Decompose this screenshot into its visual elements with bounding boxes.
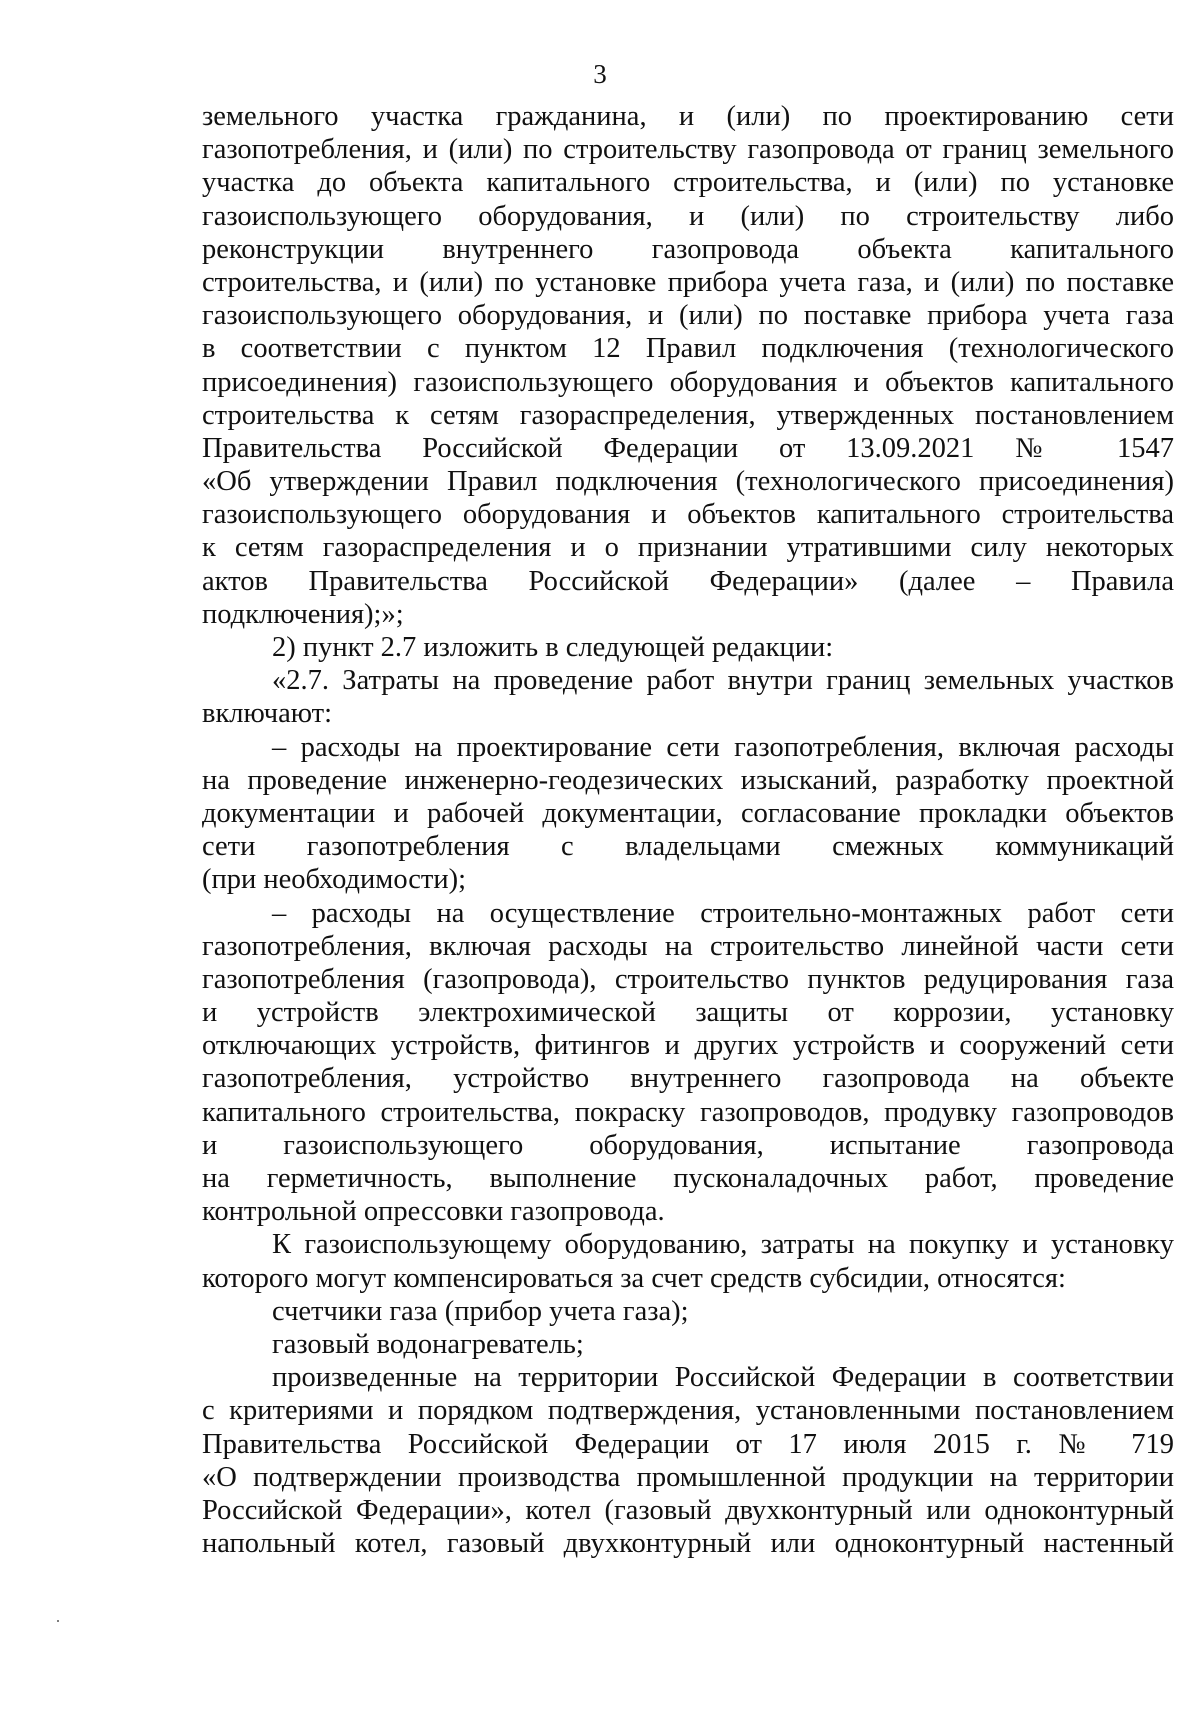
text-line: «Об утверждении Правил подключения (технологического присоединения)	[202, 466, 1174, 498]
text-line: газовый водонагреватель;	[272, 1328, 584, 1360]
text-line: Правительства Российской Федерации от 13.09.2021 № 1547	[202, 432, 1174, 464]
text-line: «2.7. Затраты на проведение работ внутри границ земельных участков	[272, 665, 1174, 697]
text-line: газоиспользующего оборудования, и (или) по поставке прибора учета газа	[202, 300, 1174, 332]
text-line: с критериями и порядком подтверждения, установленными постановлением	[202, 1395, 1174, 1427]
text-line: реконструкции внутреннего газопровода объекта капитального	[202, 233, 1174, 265]
text-line: строительства к сетям газораспределения, утвержденных постановлением	[202, 399, 1174, 431]
text-line: документации и рабочей документации, согласование прокладки объектов	[202, 797, 1174, 829]
text-line: на проведение инженерно-геодезических изысканий, разработку проектной	[202, 764, 1174, 796]
text-line: Российской Федерации», котел (газовый двухконтурный или одноконтурный	[202, 1494, 1174, 1526]
text-line: газоиспользующего оборудования и объектов капитального строительства	[202, 499, 1174, 531]
scan-speck	[57, 1620, 59, 1622]
page-number: 3	[593, 59, 607, 89]
document-body	[202, 100, 1174, 1560]
text-line: газопотребления (газопровода), строительство пунктов редуцирования газа	[202, 963, 1174, 995]
text-line: Правительства Российской Федерации от 17 июля 2015 г. № 719	[202, 1428, 1174, 1460]
text-line: – расходы на осуществление строительно-монтажных работ сети	[272, 897, 1174, 929]
text-line: и устройств электрохимической защиты от коррозии, установку	[202, 997, 1174, 1029]
text-line: 2) пункт 2.7 изложить в следующей редакции:	[272, 632, 834, 663]
text-line: «О подтверждении производства промышленной продукции на территории	[202, 1461, 1174, 1493]
text-line: газопотребления, и (или) по строительству газопровода от границ земельного	[202, 134, 1174, 166]
text-line: которого могут компенсироваться за счет средств субсидии, относятся:	[202, 1262, 1066, 1294]
text-line: на герметичность, выполнение пусконаладочных работ, проведение	[202, 1163, 1174, 1194]
text-line: сети газопотребления с владельцами смежных коммуникаций	[202, 831, 1174, 863]
text-line: произведенные на территории Российской Федерации в соответствии	[272, 1362, 1174, 1394]
text-line: К газоиспользующему оборудованию, затраты на покупку и установку	[272, 1229, 1174, 1261]
text-line: к сетям газораспределения и о признании утратившими силу некоторых	[202, 532, 1174, 564]
text-line: – расходы на проектирование сети газопотребления, включая расходы	[272, 731, 1174, 763]
text-line: газоиспользующего оборудования, и (или) по строительству либо	[202, 200, 1174, 232]
text-line: актов Правительства Российской Федерации» (далее – Правила	[202, 565, 1174, 597]
text-line: напольный котел, газовый двухконтурный или одноконтурный настенный	[202, 1528, 1174, 1560]
text-line: в соответствии с пунктом 12 Правил подключения (технологического	[202, 333, 1174, 365]
text-line: подключения);»;	[202, 598, 404, 630]
text-line: включают:	[202, 698, 333, 730]
text-line: земельного участка гражданина, и (или) по проектированию сети	[202, 101, 1174, 132]
text-line: присоединения) газоиспользующего оборудования и объектов капитального	[202, 366, 1174, 398]
text-line: отключающих устройств, фитингов и других устройств и сооружений сети	[202, 1030, 1174, 1062]
text-line: капитального строительства, покраску газопроводов, продувку газопроводов	[202, 1096, 1174, 1128]
text-line: и газоиспользующего оборудования, испытание газопровода	[202, 1129, 1174, 1161]
text-line: (при необходимости);	[202, 864, 467, 896]
text-line: газопотребления, включая расходы на строительство линейной части сети	[202, 930, 1174, 962]
text-line: участка до объекта капитального строительства, и (или) по установке	[202, 167, 1174, 199]
text-line: строительства, и (или) по установке прибора учета газа, и (или) по поставке	[202, 266, 1174, 298]
text-line: контрольной опрессовки газопровода.	[202, 1196, 665, 1228]
text-line: счетчики газа (прибор учета газа);	[272, 1295, 689, 1327]
text-line: газопотребления, устройство внутреннего газопровода на объекте	[202, 1063, 1174, 1095]
